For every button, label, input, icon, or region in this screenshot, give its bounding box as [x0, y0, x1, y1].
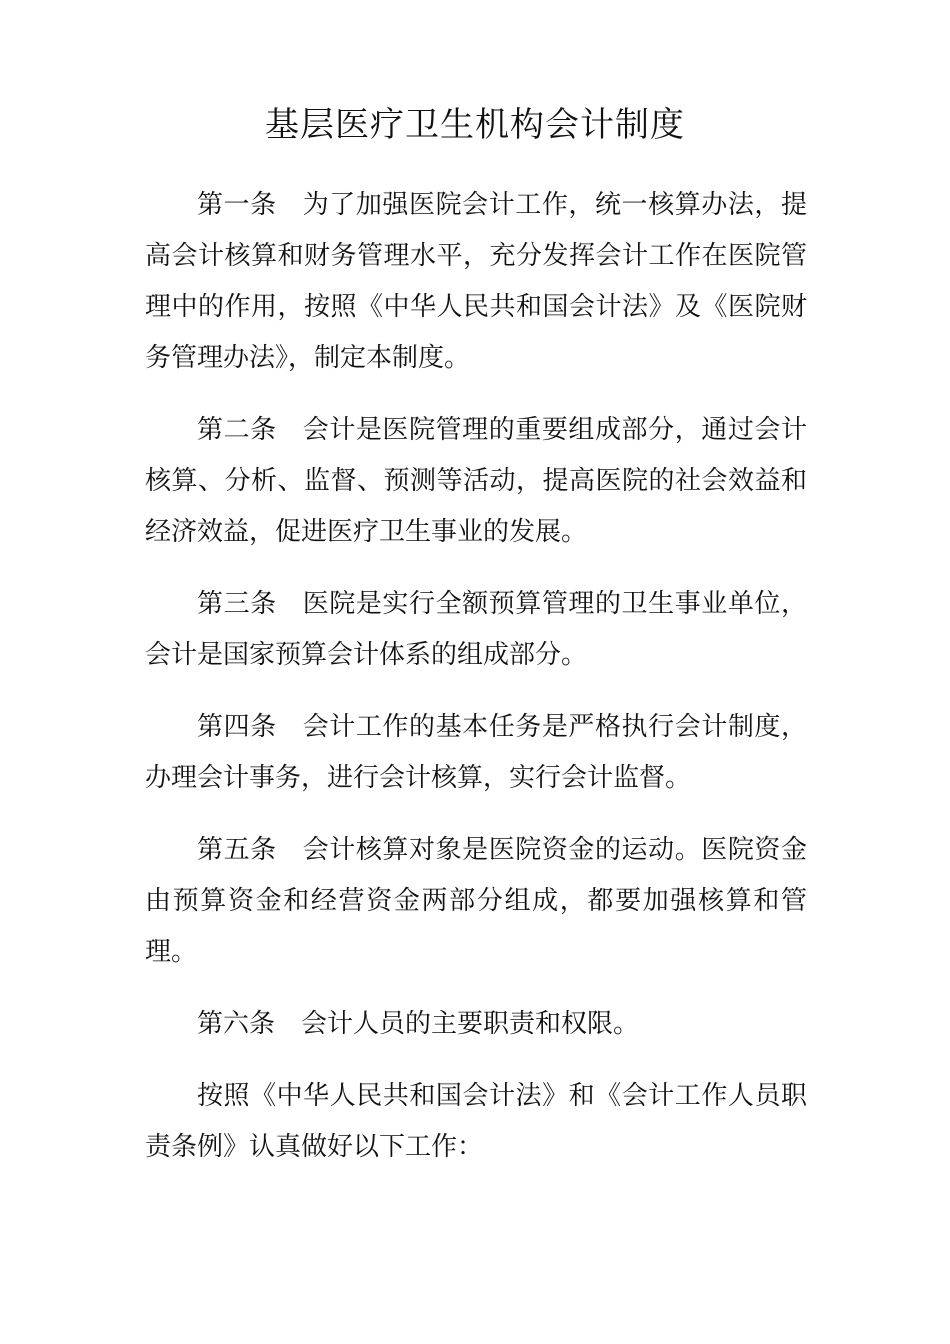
article-6 [145, 999, 807, 1050]
article-text: 会计工作的基本任务是严格执行会计制度，办理会计事务，进行会计核算，实行会计监督。 [145, 712, 807, 793]
article-4 [145, 702, 807, 804]
article-3 [145, 579, 807, 681]
article-number: 第五条 [197, 835, 277, 865]
article-text: 会计核算对象是医院资金的运动。医院资金由预算资金和经营资金两部分组成，都要加强核算和管理。 [145, 835, 807, 967]
article-5 [145, 825, 807, 978]
article-text: 会计是医院管理的重要组成部分，通过会计核算、分析、监督、预测等活动，提高医院的社会效益和经济效益，促进医疗卫生事业的发展。 [145, 415, 807, 547]
article-number: 第一条 [197, 190, 277, 220]
article-text: 为了加强医院会计工作，统一核算办法，提高会计核算和财务管理水平，充分发挥会计工作在医院管理中的作用，按照《中华人民共和国会计法》及《医院财务管理办法》，制定本制度。 [145, 190, 807, 373]
duty-intro-paragraph [145, 1071, 807, 1173]
article-1 [145, 180, 807, 384]
article-text: 医院是实行全额预算管理的卫生事业单位，会计是国家预算会计体系的组成部分。 [145, 589, 807, 670]
paragraph-text: 按照《中华人民共和国会计法》和《会计工作人员职责条例》认真做好以下工作： [145, 1081, 807, 1162]
article-text: 会计人员的主要职责和权限。 [301, 1009, 640, 1039]
article-2 [145, 405, 807, 558]
article-number: 第二条 [197, 415, 277, 445]
document-title: 基层医疗卫生机构会计制度 [265, 105, 685, 145]
article-number: 第三条 [197, 589, 277, 619]
document-body [145, 180, 807, 1194]
article-number: 第六条 [197, 1009, 276, 1039]
article-number: 第四条 [197, 712, 277, 742]
